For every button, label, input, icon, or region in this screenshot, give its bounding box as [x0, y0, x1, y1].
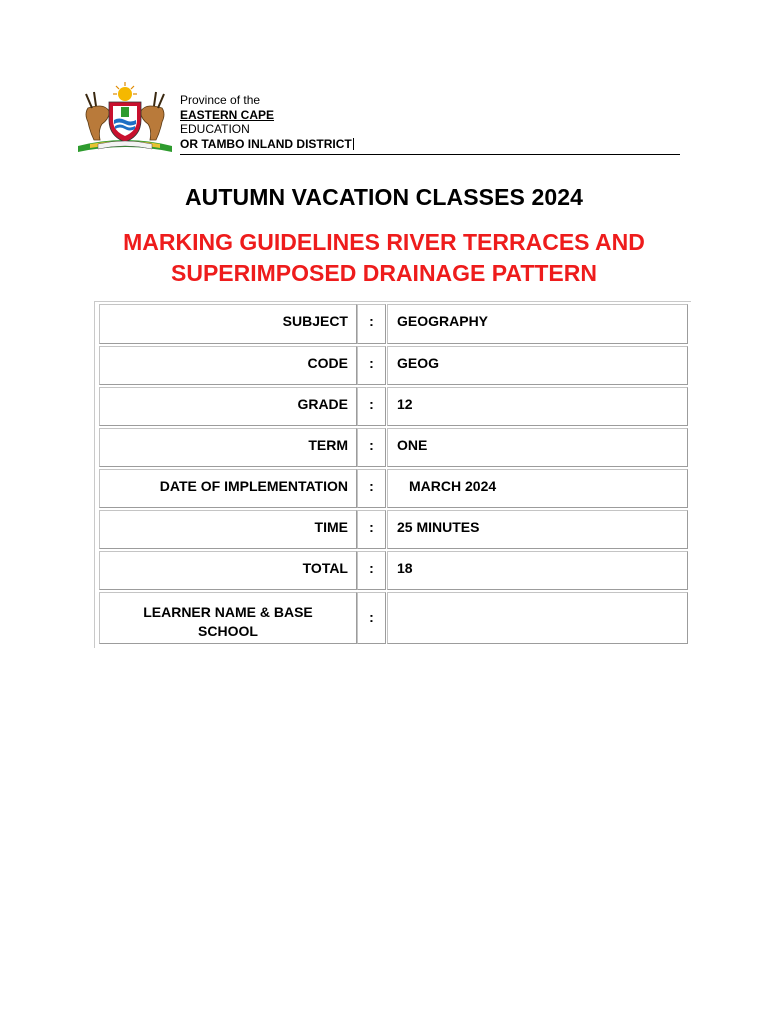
info-label: CODE [99, 346, 357, 385]
info-value: GEOG [387, 346, 688, 385]
info-separator: : [357, 346, 386, 385]
info-value: 12 [387, 387, 688, 426]
info-separator: : [357, 592, 386, 644]
subtitle-line-2: SUPERIMPOSED DRAINAGE PATTERN [171, 260, 597, 286]
info-separator: : [357, 469, 386, 508]
info-label: TOTAL [99, 551, 357, 590]
info-label-line-1: LEARNER NAME & BASE [143, 604, 313, 620]
province-label: Province of the [180, 93, 261, 107]
district-name: OR TAMBO INLAND DISTRICT [180, 136, 352, 151]
text-cursor [353, 138, 354, 150]
info-value: MARCH 2024 [387, 469, 688, 508]
info-separator: : [357, 551, 386, 590]
coat-of-arms-icon [76, 80, 174, 154]
info-row-learner [95, 592, 691, 644]
info-label: GRADE [99, 387, 357, 426]
info-label: DATE OF IMPLEMENTATION [99, 469, 357, 508]
department-name: EDUCATION [180, 122, 250, 136]
province-name: EASTERN CAPE [180, 107, 275, 122]
info-row-total [95, 551, 691, 590]
info-separator: : [357, 387, 386, 426]
info-row-date [95, 469, 691, 508]
info-row-time [95, 510, 691, 549]
document-title: AUTUMN VACATION CLASSES 2024 [184, 184, 584, 210]
info-row-subject [95, 304, 691, 344]
info-value: 18 [387, 551, 688, 590]
info-label: SUBJECT [99, 304, 357, 344]
info-row-code [95, 346, 691, 385]
info-separator: : [357, 428, 386, 467]
learner-name-field[interactable] [387, 592, 688, 644]
info-separator: : [357, 510, 386, 549]
info-row-grade [95, 387, 691, 426]
info-label-line-2: SCHOOL [198, 623, 258, 639]
letterhead [76, 80, 680, 156]
info-label [99, 592, 357, 644]
info-label: TERM [99, 428, 357, 467]
subtitle-line-1: MARKING GUIDELINES RIVER TERRACES AND [123, 229, 645, 255]
info-value: ONE [387, 428, 688, 467]
document-subtitle [0, 227, 768, 289]
info-separator: : [357, 304, 386, 344]
info-table [94, 301, 691, 648]
info-label: TIME [99, 510, 357, 549]
info-value: 25 MINUTES [387, 510, 688, 549]
info-value: GEOGRAPHY [387, 304, 688, 344]
header-rule [180, 154, 680, 155]
info-row-term [95, 428, 691, 467]
